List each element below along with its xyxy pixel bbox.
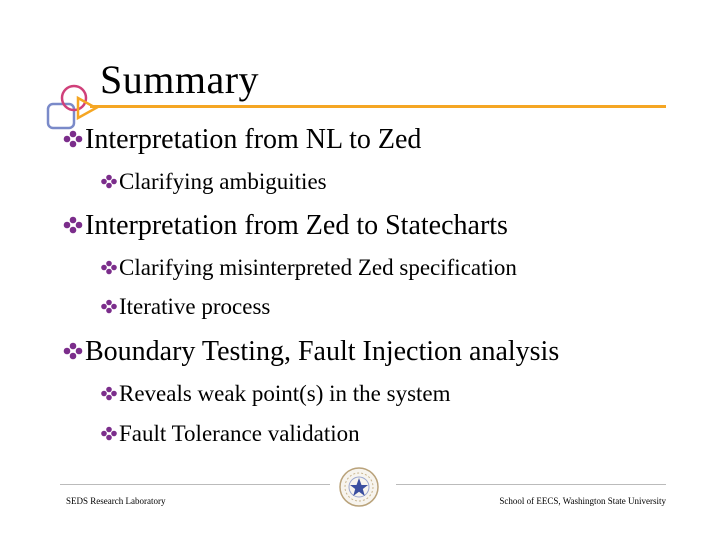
diamond-bullet-icon: [100, 260, 118, 275]
bullet-text: Interpretation from NL to Zed: [85, 124, 422, 155]
diamond-bullet-icon: [100, 386, 118, 401]
footer-divider: [396, 484, 666, 485]
sub-bullet-item: [100, 168, 327, 196]
bullet-item: [62, 124, 421, 156]
sub-bullet-item: [100, 293, 270, 321]
sub-bullet-item: [100, 380, 451, 408]
bullet-item: [62, 336, 559, 368]
footer-divider: [60, 484, 330, 485]
bullet-item: [62, 210, 508, 242]
sub-bullet-text: Reveals weak point(s) in the system: [119, 381, 451, 406]
footer-university: School of EECS, Washington State University: [499, 496, 666, 506]
diamond-bullet-icon: [62, 342, 84, 360]
sub-bullet-text: Clarifying misinterpreted Zed specification: [119, 255, 517, 280]
sub-bullet-item: [100, 420, 360, 448]
diamond-bullet-icon: [62, 130, 84, 148]
slide-title: Summary: [100, 57, 260, 102]
diamond-bullet-icon: [100, 299, 118, 314]
diamond-bullet-icon: [62, 216, 84, 234]
diamond-bullet-icon: [100, 426, 118, 441]
sub-bullet-text: Fault Tolerance validation: [119, 421, 360, 446]
footer-lab-name: SEDS Research Laboratory: [66, 496, 166, 506]
bullet-text: Boundary Testing, Fault Injection analysis: [85, 336, 560, 367]
university-seal-icon: [338, 466, 380, 508]
sub-bullet-item: [100, 254, 517, 282]
title-underline: [90, 105, 666, 108]
sub-bullet-text: Clarifying ambiguities: [119, 169, 327, 194]
bullet-text: Interpretation from Zed to Statecharts: [85, 210, 508, 241]
sub-bullet-text: Iterative process: [119, 294, 271, 319]
diamond-bullet-icon: [100, 174, 118, 189]
